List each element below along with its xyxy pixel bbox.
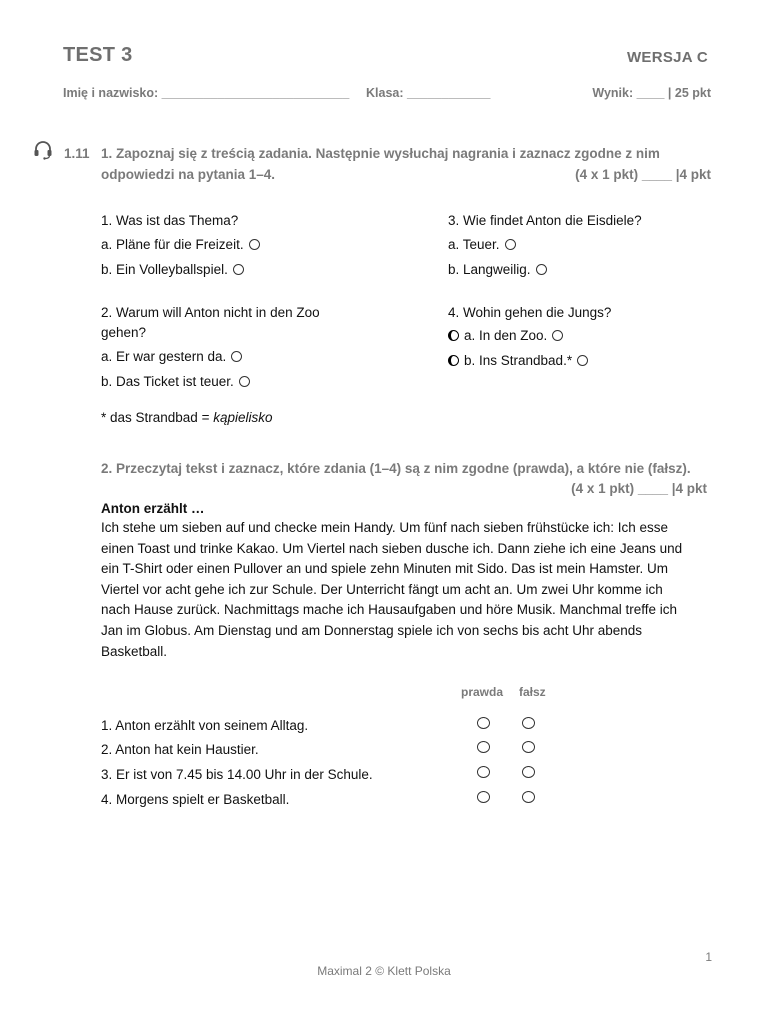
question-2-line2: gehen?: [101, 325, 147, 340]
radio-circle[interactable]: [249, 239, 260, 250]
text-line: ein T-Shirt oder einen Pullover an und spiele zehn Minuten mit Sido. Das ist mein Hamster. Um: [101, 561, 669, 577]
column-true-header: prawda: [461, 685, 504, 699]
footnote-translation: kąpielisko: [213, 410, 273, 425]
radio-circle[interactable]: [239, 376, 250, 387]
score-field-label: Wynik: ____ | 25 pkt: [592, 86, 711, 100]
copyright-footer: Maximal 2 © Klett Polska: [317, 964, 451, 978]
class-field-label: Klasa: ____________: [366, 86, 491, 100]
radio-circle[interactable]: [505, 239, 516, 250]
statement-2: 2. Anton hat kein Haustier.: [101, 742, 259, 757]
question-2-line1: 2. Warum will Anton nicht in den Zoo: [101, 305, 320, 320]
page-number: 1: [705, 950, 712, 964]
statement-3: 3. Er ist von 7.45 bis 14.00 Uhr in der Schule.: [101, 767, 373, 782]
question-1: 1. Was ist das Thema?: [101, 213, 239, 228]
task2-points: (4 x 1 pkt) ____ |4 pkt: [571, 481, 707, 496]
radio-circle[interactable]: [536, 264, 547, 275]
q2-option-a[interactable]: a. Er war gestern da.: [101, 349, 242, 364]
statement-1: 1. Anton erzählt von seinem Alltag.: [101, 718, 309, 733]
radio-circle[interactable]: [577, 355, 588, 366]
q3-option-a[interactable]: a. Teuer.: [448, 237, 516, 252]
reading-text-title: Anton erzählt …: [101, 501, 205, 516]
statement-2-false-circle[interactable]: [522, 741, 535, 753]
headphones-icon: [33, 140, 53, 165]
task1-instruction-line1: 1. Zapoznaj się z treścią zadania. Następnie wysłuchaj nagrania i zaznacz zgodne z nim: [101, 146, 660, 161]
test-title: TEST 3: [63, 44, 133, 66]
radio-circle[interactable]: [552, 330, 563, 341]
track-number: 1.11: [64, 146, 90, 161]
radio-circle[interactable]: [231, 351, 242, 362]
text-line: Viertel vor acht gehe ich zur Schule. Der Unterricht fängt um acht an. Um zwei Uhr komme ich: [101, 581, 663, 597]
q1-option-b[interactable]: b. Ein Volleyballspiel.: [101, 262, 244, 277]
text-line: einen Toast und trinke Kakao. Um Viertel nach sieben dusche ich. Dann ziehe ich eine Jeans und: [101, 540, 683, 556]
question-3: 3. Wie findet Anton die Eisdiele?: [448, 213, 642, 228]
q1-option-a[interactable]: a. Pläne für die Freizeit.: [101, 237, 260, 252]
radio-circle[interactable]: [233, 264, 244, 275]
text-line: Jan im Globus. Am Dienstag und am Donnerstag spiele ich von sechs bis acht Uhr abends: [101, 622, 643, 638]
task2-instruction: 2. Przeczytaj tekst i zaznacz, które zdania (1–4) są z nim zgodne (prawda), a które nie (fałsz).: [101, 461, 691, 476]
statement-4-false-circle[interactable]: [522, 791, 535, 803]
name-field-label: Imię i nazwisko: ___________________________: [63, 86, 350, 100]
bullet-icon: [448, 330, 459, 341]
text-line: nach Hause zurück. Nachmittags mache ich Hausaufgaben und höre Musik. Manchmal treffe ich: [101, 602, 678, 618]
text-line: Basketball.: [101, 643, 168, 659]
footnote: * das Strandbad = kąpielisko: [101, 410, 273, 425]
test-version: WERSJA C: [626, 49, 708, 66]
statement-3-false-circle[interactable]: [522, 766, 535, 778]
statement-3-true-circle[interactable]: [477, 766, 490, 778]
statement-4-true-circle[interactable]: [477, 791, 490, 803]
statement-1-false-circle[interactable]: [522, 717, 535, 729]
task1-instruction-line2: odpowiedzi na pytania 1–4.: [101, 167, 276, 182]
statement-4: 4. Morgens spielt er Basketball.: [101, 792, 290, 807]
statement-1-true-circle[interactable]: [477, 717, 490, 729]
bullet-icon: [448, 355, 459, 366]
task1-points: (4 x 1 pkt) ____ |4 pkt: [575, 167, 711, 182]
q2-option-b[interactable]: b. Das Ticket ist teuer.: [101, 374, 250, 389]
column-false-header: fałsz: [519, 685, 546, 699]
reading-text: [101, 518, 716, 662]
text-line: Ich stehe um sieben auf und checke mein Handy. Um fünf nach sieben frühstücke ich: Ich esse: [101, 520, 669, 535]
question-4: 4. Wohin gehen die Jungs?: [448, 305, 612, 320]
q3-option-b[interactable]: b. Langweilig.: [448, 262, 547, 277]
q4-option-b[interactable]: b. Ins Strandbad.*: [448, 353, 588, 368]
q4-option-a[interactable]: a. In den Zoo.: [448, 328, 563, 343]
statement-2-true-circle[interactable]: [477, 741, 490, 753]
